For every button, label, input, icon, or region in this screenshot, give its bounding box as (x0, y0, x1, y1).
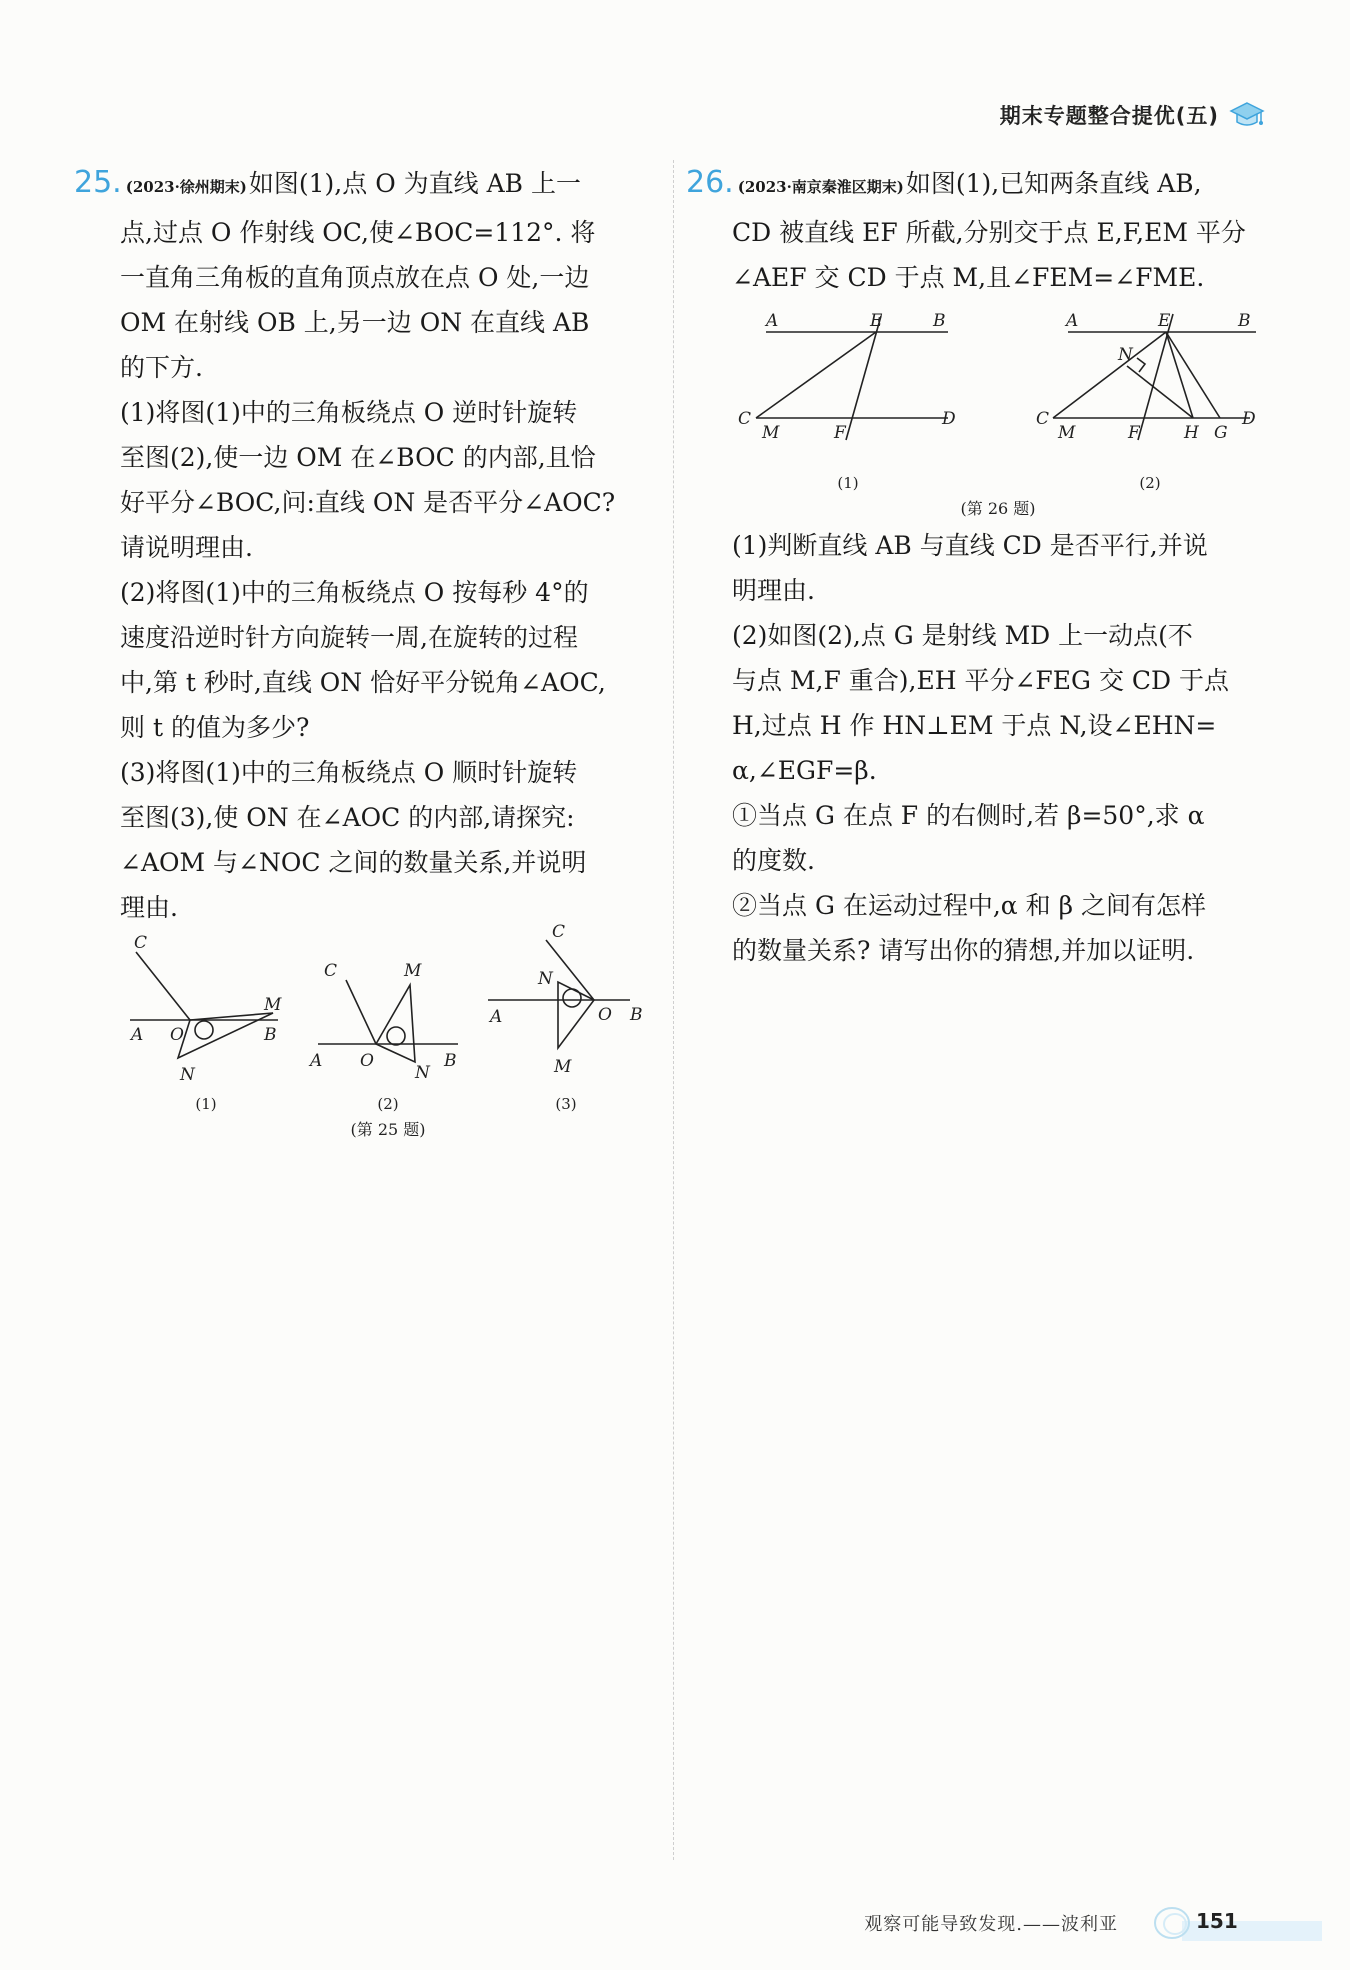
label-E: E (870, 311, 883, 331)
text-line: (2)将图(1)中的三角板绕点 O 按每秒 4°的 (120, 578, 589, 607)
label-O: O (170, 1025, 184, 1045)
label-A: A (310, 1051, 323, 1071)
question-26 (686, 160, 1276, 973)
text-line: 理由. (120, 893, 178, 922)
label-F: F (1128, 423, 1140, 443)
subfigure-label-3: (3) (555, 1095, 577, 1113)
swirl-icon (1152, 1905, 1196, 1941)
figure-26 (728, 298, 1268, 528)
label-A: A (1066, 311, 1079, 331)
question-25 (74, 160, 659, 930)
question-25-first-line (74, 160, 659, 210)
label-A: A (131, 1025, 144, 1045)
text-line: 与点 M,F 重合),EH 平分∠FEG 交 CD 于点 (732, 666, 1230, 695)
label-G: G (1214, 423, 1228, 443)
label-N: N (1118, 345, 1133, 365)
label-N: N (415, 1063, 430, 1083)
question-number: 25. (74, 165, 122, 200)
text-line: (2)如图(2),点 G 是射线 MD 上一动点(不 (732, 621, 1193, 650)
label-D: D (1242, 409, 1256, 429)
page-footer (864, 1905, 1322, 1941)
page-number-badge (1152, 1905, 1322, 1941)
page-header (1000, 100, 1265, 130)
subfigure-label-1: (1) (837, 474, 859, 492)
subfigure-label-1: (1) (195, 1095, 217, 1113)
text-line: CD 被直线 EF 所截,分别交于点 E,F,EM 平分 (732, 218, 1246, 247)
label-D: D (942, 409, 956, 429)
label-M: M (1058, 423, 1076, 443)
text-line: (3)将图(1)中的三角板绕点 O 顺时针旋转 (120, 758, 578, 787)
text-line: 中,第 t 秒时,直线 ON 恰好平分锐角∠AOC, (120, 668, 606, 697)
question-26-body-top (686, 210, 1276, 300)
question-25-body (74, 210, 659, 930)
figure-caption: (第 26 题) (960, 499, 1036, 518)
text-line: (1)判断直线 AB 与直线 CD 是否平行,并说 (732, 531, 1208, 560)
label-O: O (598, 1005, 612, 1025)
text-line: H,过点 H 作 HN⊥EM 于点 N,设∠EHN= (732, 711, 1217, 740)
text-line: α,∠EGF=β. (732, 756, 877, 785)
label-B: B (1238, 311, 1251, 331)
subfigure-label-2: (2) (1139, 474, 1161, 492)
question-text: 如图(1),点 O 为直线 AB 上一 (248, 169, 581, 198)
label-B: B (933, 311, 946, 331)
text-line: OM 在射线 OB 上,另一边 ON 在直线 AB (120, 308, 590, 337)
text-line: 请说明理由. (120, 533, 253, 562)
label-B: B (264, 1025, 277, 1045)
figure-25 (118, 920, 658, 1150)
label-M: M (404, 961, 422, 981)
question-26-first-line (686, 160, 1276, 210)
label-C: C (134, 933, 148, 953)
label-C: C (324, 961, 338, 981)
label-C: C (552, 922, 566, 942)
label-C: C (738, 409, 752, 429)
question-source: (2023·徐州期末) (125, 178, 247, 196)
question-number: 26. (686, 165, 734, 200)
label-O: O (360, 1051, 374, 1071)
page-number: 151 (1196, 1909, 1238, 1933)
question-source: (2023·南京秦淮区期末) (737, 178, 904, 196)
label-M: M (554, 1057, 572, 1077)
question-26-body-bottom (686, 523, 1276, 973)
text-line: 点,过点 O 作射线 OC,使∠BOC=112°. 将 (120, 218, 596, 247)
label-C: C (1036, 409, 1050, 429)
label-F: F (834, 423, 846, 443)
graduation-cap-icon (1229, 100, 1265, 130)
label-B: B (630, 1005, 643, 1025)
label-E: E (1158, 311, 1171, 331)
text-line: 的数量关系? 请写出你的猜想,并加以证明. (732, 936, 1195, 965)
column-divider (673, 160, 674, 1860)
text-line: 至图(3),使 ON 在∠AOC 的内部,请探究: (120, 803, 575, 832)
text-line: 的度数. (732, 846, 815, 875)
text-line: 至图(2),使一边 OM 在∠BOC 的内部,且恰 (120, 443, 596, 472)
text-line: ②当点 G 在运动过程中,α 和 β 之间有怎样 (732, 891, 1206, 920)
text-line: ①当点 G 在点 F 的右侧时,若 β=50°,求 α (732, 801, 1205, 830)
text-line: 好平分∠BOC,问:直线 ON 是否平分∠AOC? (120, 488, 616, 517)
label-M: M (264, 995, 282, 1015)
label-N: N (180, 1065, 195, 1085)
subfigure-label-2: (2) (377, 1095, 399, 1113)
section-title: 期末专题整合提优(五) (999, 104, 1219, 128)
text-line: 一直角三角板的直角顶点放在点 O 处,一边 (120, 263, 590, 292)
label-B: B (444, 1051, 457, 1071)
label-H: H (1184, 423, 1199, 443)
footer-quote: 观察可能导致发现.——波利亚 (864, 1914, 1118, 1935)
label-N: N (538, 969, 553, 989)
text-line: (1)将图(1)中的三角板绕点 O 逆时针旋转 (120, 398, 578, 427)
label-M: M (762, 423, 780, 443)
text-line: ∠AEF 交 CD 于点 M,且∠FEM=∠FME. (732, 263, 1205, 292)
label-A: A (766, 311, 779, 331)
text-line: 则 t 的值为多少? (120, 713, 310, 742)
figure-caption: (第 25 题) (350, 1120, 426, 1139)
text-line: ∠AOM 与∠NOC 之间的数量关系,并说明 (120, 848, 587, 877)
text-line: 明理由. (732, 576, 815, 605)
text-line: 的下方. (120, 353, 203, 382)
label-A: A (490, 1007, 503, 1027)
question-text: 如图(1),已知两条直线 AB, (905, 169, 1202, 198)
text-line: 速度沿逆时针方向旋转一周,在旋转的过程 (120, 623, 578, 652)
